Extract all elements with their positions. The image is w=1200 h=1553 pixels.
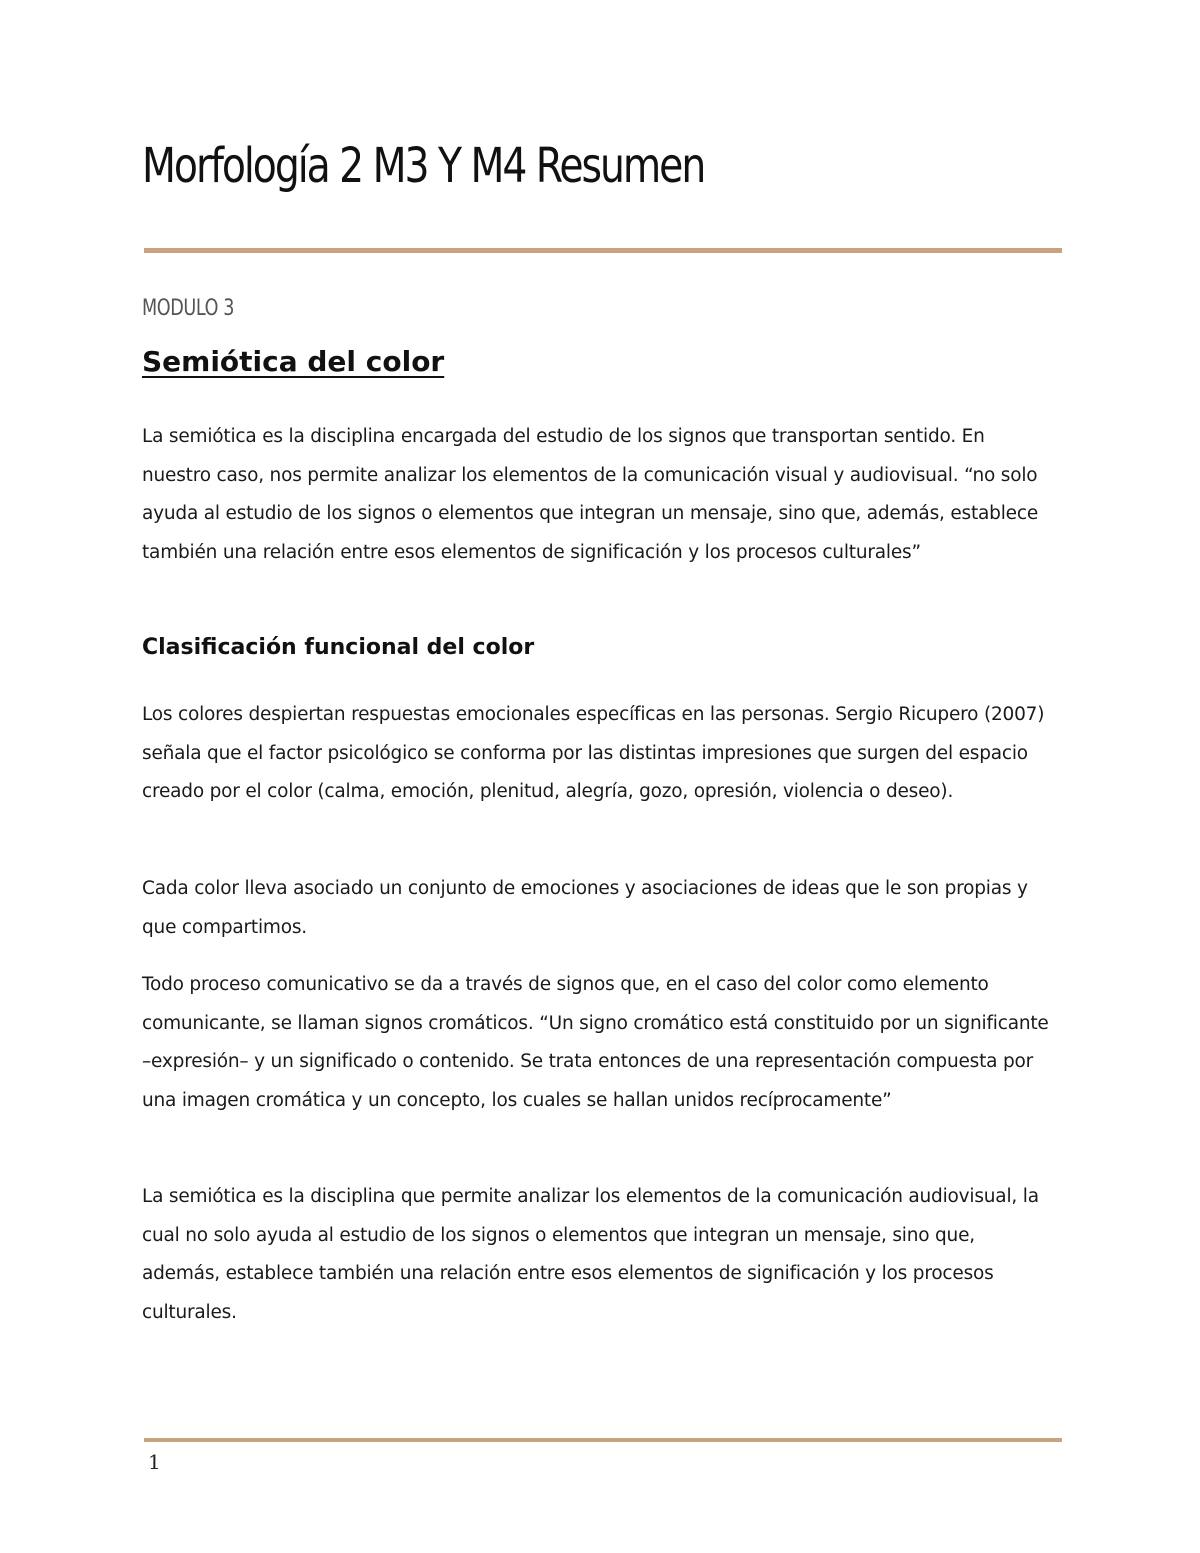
paragraph-asociaciones-color: Cada color lleva asociado un conjunto de emociones y asociaciones de ideas que le son propias y que compartimos. [142, 878, 1028, 938]
document-title: Morfología 2 M3 Y M4 Resumen [142, 138, 705, 194]
paragraph-semiotica-audiovisual: La semiótica es la disciplina que permite analizar los elementos de la comunicación audiovisual, la cual no solo ayuda al estudio de los signos o elementos que integran un mensaje, sino que, además, establece también una relación entre esos elementos de significación y los procesos culturales. [142, 1186, 1039, 1323]
heading-clasificacion-funcional: Clasificación funcional del color [142, 635, 535, 660]
paragraph-semiotica-definition: La semiótica es la disciplina encargada del estudio de los signos que transportan sentido. En nuestro caso, nos permite analizar los elementos de la comunicación visual y audiovisual. “no solo ayuda al estudio de los signos o elementos que integran un mensaje, sino que, además, establece también una relación entre esos elementos de significación y los procesos culturales” [142, 426, 1039, 563]
title-divider [144, 248, 1062, 253]
heading-semiotica-del-color: Semiótica del color [142, 345, 445, 378]
footer-divider [144, 1438, 1062, 1442]
paragraph-respuestas-emocionales: Los colores despiertan respuestas emocionales específicas en las personas. Sergio Ricupero (2007) señala que el factor psicológico se conforma por las distintas impresiones que surgen del espacio creado por el color (calma, emoción, plenitud, alegría, gozo, opresión, violencia o deseo). [142, 704, 1045, 802]
document-page [142, 0, 1062, 1553]
paragraph-signos-cromaticos: Todo proceso comunicativo se da a través de signos que, en el caso del color como elemento comunicante, se llaman signos cromáticos. “Un signo cromático está constituido por un significante –expresión– y un significado o contenido. Se trata entonces de una representación compuesta por una imagen cromática y un concepto, los cuales se hallan unidos recíprocamente” [142, 974, 1049, 1111]
module-label: MODULO 3 [142, 296, 235, 321]
page-number: 1 [148, 1450, 161, 1474]
